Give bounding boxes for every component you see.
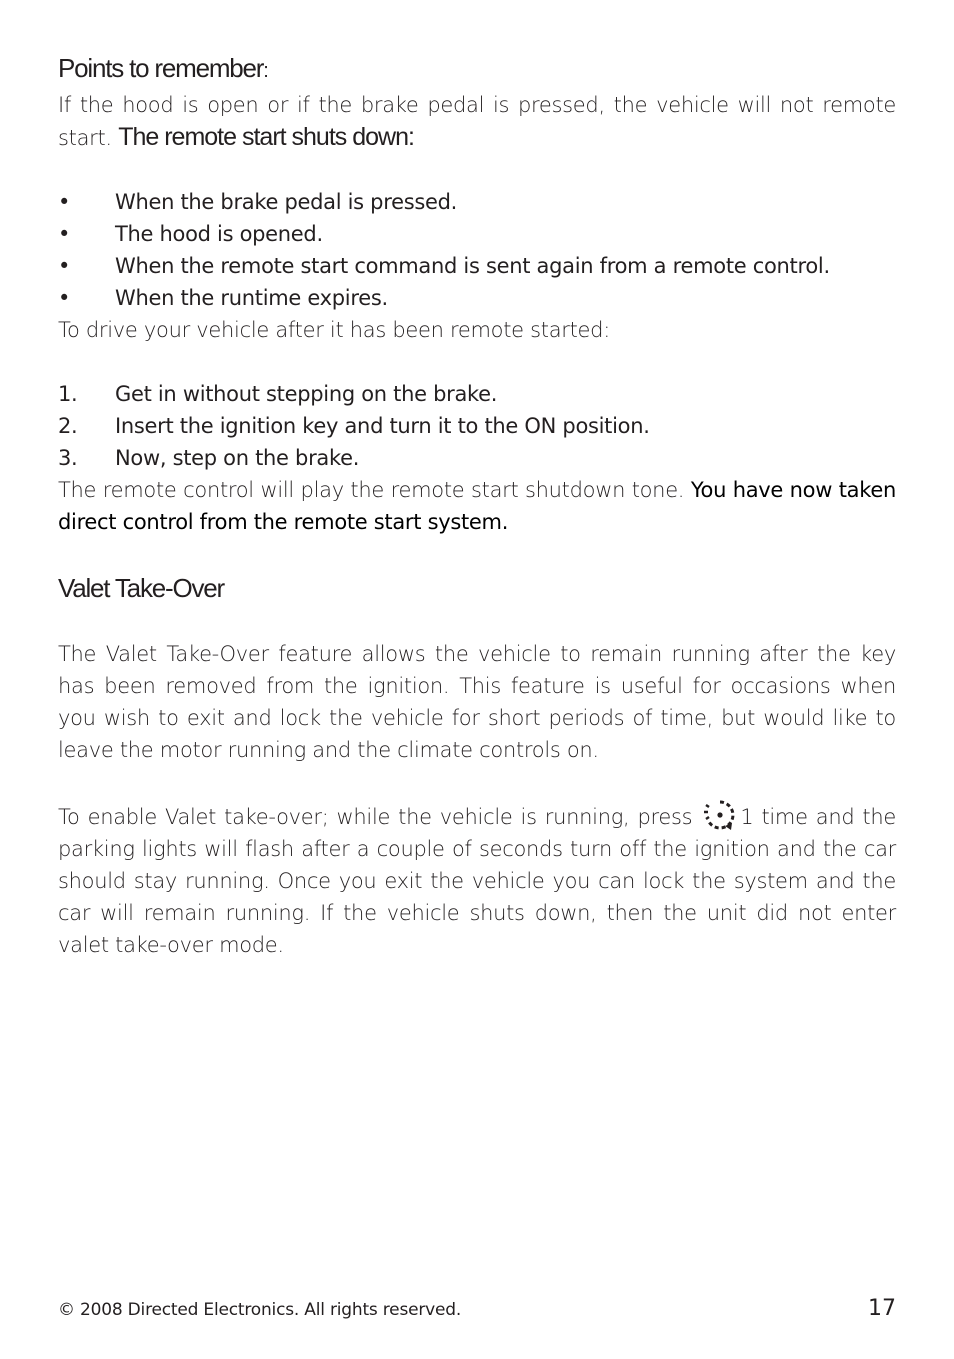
list-item	[58, 442, 896, 474]
bullet-marker: •	[58, 254, 71, 278]
drive-steps-list	[58, 378, 896, 474]
valet-description: The Valet Take-Over feature allows the vehicle to remain running after the key has been removed from the ignition. This feature is useful for occasions when you wish to exit and lock the vehicle for short periods of time, but would like to leave the motor running and the climate controls on.	[58, 642, 896, 762]
list-item	[58, 218, 896, 250]
tone-paragraph	[58, 474, 896, 538]
spacer	[58, 766, 896, 798]
valet-enable-paragraph	[58, 798, 896, 961]
points-intro-paragraph	[58, 89, 896, 154]
bullet-marker: •	[58, 222, 71, 246]
manual-page	[58, 50, 896, 961]
spacer	[58, 154, 896, 186]
bullet-marker: •	[58, 286, 71, 310]
shutdown-heading: The remote start shuts down:	[118, 123, 414, 151]
list-item-text: When the remote start command is sent again from a remote control.	[115, 254, 830, 278]
list-item-text: When the runtime expires.	[115, 286, 388, 310]
list-item	[58, 378, 896, 410]
points-heading-colon: :	[263, 60, 268, 82]
points-intro-text: If the hood is open or if the brake pedal is pressed, the vehicle will not remote start.	[58, 93, 896, 150]
remote-start-button-icon-graphic	[700, 798, 740, 832]
page-number: 17	[868, 1296, 896, 1321]
valet-enable-text-after: 1 time and the parking lights will flash after a couple of seconds turn off the ignition and the car should stay running. Once you exit the vehicle you can lock the system and the car will remain running. If the vehicle shuts down, then the unit did not enter valet take-over mode.	[58, 805, 896, 957]
list-item	[58, 282, 896, 314]
tick-mark	[706, 817, 709, 819]
list-item	[58, 250, 896, 282]
control-note: You have now taken direct control from the remote start system.	[58, 478, 896, 534]
step-number: 1.	[58, 382, 78, 406]
spacer	[58, 346, 896, 378]
list-item	[58, 186, 896, 218]
step-number: 3.	[58, 446, 78, 470]
valet-enable-text-before: To enable Valet take-over; while the vehicle is running, press	[58, 805, 693, 829]
points-heading	[58, 50, 896, 89]
center-dot	[718, 812, 723, 817]
tick-mark	[706, 805, 709, 807]
list-item	[58, 410, 896, 442]
spacer	[58, 606, 896, 638]
shutdown-list	[58, 186, 896, 314]
step-text: Now, step on the brake.	[115, 446, 360, 470]
points-heading-text: Points to remember	[58, 53, 264, 83]
valet-heading: Valet Take-Over	[58, 573, 225, 603]
list-item-text: When the brake pedal is pressed.	[115, 190, 457, 214]
step-text: Get in without stepping on the brake.	[115, 382, 498, 406]
list-item-text: The hood is opened.	[115, 222, 323, 246]
page-footer	[58, 1296, 896, 1321]
remote-start-button-icon	[700, 798, 740, 832]
step-number: 2.	[58, 414, 78, 438]
copyright-notice: © 2008 Directed Electronics. All rights reserved.	[58, 1300, 462, 1320]
step-text: Insert the ignition key and turn it to the ON position.	[115, 414, 650, 438]
bullet-marker: •	[58, 190, 71, 214]
drive-intro: To drive your vehicle after it has been remote started:	[58, 318, 610, 342]
tone-text: The remote control will play the remote start shutdown tone.	[58, 478, 685, 502]
